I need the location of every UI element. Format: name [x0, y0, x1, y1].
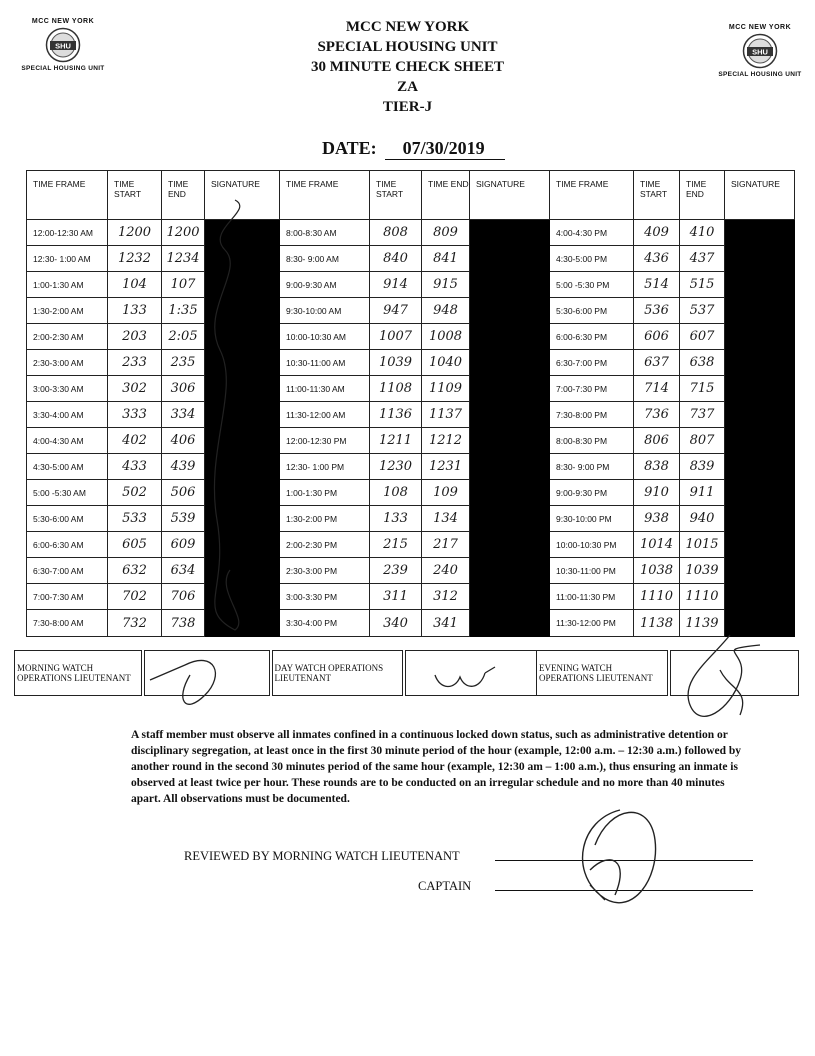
- time-end-cell: 341: [422, 610, 470, 637]
- time-frame-cell: 9:00-9:30 AM: [280, 272, 370, 298]
- redacted-signature-cell: [725, 558, 795, 584]
- time-end-cell: 1039: [680, 558, 725, 584]
- time-start-cell: 947: [370, 298, 422, 324]
- time-frame-cell: 7:30-8:00 AM: [27, 610, 108, 637]
- time-frame-cell: 1:00-1:30 PM: [280, 480, 370, 506]
- time-end-cell: 1200: [162, 220, 205, 246]
- time-end-cell: 1231: [422, 454, 470, 480]
- date-value: 07/30/2019: [385, 138, 505, 160]
- time-end-cell: 439: [162, 454, 205, 480]
- time-start-cell: 637: [634, 350, 680, 376]
- time-frame-cell: 12:30- 1:00 AM: [27, 246, 108, 272]
- time-start-cell: 1200: [108, 220, 162, 246]
- col-time-start: TIME START: [634, 171, 680, 220]
- table-row: [27, 246, 795, 272]
- header-line-4: ZA: [397, 79, 418, 95]
- time-end-cell: 1234: [162, 246, 205, 272]
- time-end-cell: 306: [162, 376, 205, 402]
- time-start-cell: 605: [108, 532, 162, 558]
- time-frame-cell: 11:30-12:00 PM: [550, 610, 634, 637]
- header-line-3: 30 MINUTE CHECK SHEET: [311, 59, 504, 75]
- redacted-signature-cell: [470, 272, 550, 298]
- time-frame-cell: 8:00-8:30 AM: [280, 220, 370, 246]
- header-line-1: MCC NEW YORK: [345, 19, 470, 35]
- redacted-signature-cell: [470, 610, 550, 637]
- time-start-cell: 502: [108, 480, 162, 506]
- captain-label: CAPTAIN: [418, 879, 472, 893]
- redacted-signature-cell: [470, 376, 550, 402]
- col-signature: SIGNATURE: [470, 171, 550, 220]
- redacted-signature-cell: [725, 376, 795, 402]
- time-start-cell: 302: [108, 376, 162, 402]
- time-start-cell: 436: [634, 246, 680, 272]
- time-start-cell: 433: [108, 454, 162, 480]
- handwritten-signature-captain: [560, 800, 670, 910]
- col-time-end: TIME END: [680, 171, 725, 220]
- table-row: [27, 350, 795, 376]
- time-frame-cell: 4:00-4:30 PM: [550, 220, 634, 246]
- time-start-cell: 203: [108, 324, 162, 350]
- time-end-cell: 911: [680, 480, 725, 506]
- time-start-cell: 736: [634, 402, 680, 428]
- time-start-cell: 233: [108, 350, 162, 376]
- time-frame-cell: 11:30-12:00 AM: [280, 402, 370, 428]
- time-end-cell: 915: [422, 272, 470, 298]
- date-field: [322, 138, 505, 160]
- time-start-cell: 1110: [634, 584, 680, 610]
- time-frame-cell: 2:00-2:30 AM: [27, 324, 108, 350]
- time-end-cell: 1137: [422, 402, 470, 428]
- time-frame-cell: 2:00-2:30 PM: [280, 532, 370, 558]
- time-end-cell: 235: [162, 350, 205, 376]
- table-row: [27, 402, 795, 428]
- table-row: [27, 480, 795, 506]
- time-end-cell: 217: [422, 532, 470, 558]
- redacted-signature-cell: [725, 272, 795, 298]
- time-end-cell: 738: [162, 610, 205, 637]
- redacted-signature-cell: [470, 584, 550, 610]
- time-frame-cell: 12:00-12:30 AM: [27, 220, 108, 246]
- time-frame-cell: 5:00 -5:30 PM: [550, 272, 634, 298]
- morning-watch-label: MORNING WATCH OPERATIONS LIEUTENANT: [15, 651, 143, 696]
- time-start-cell: 1014: [634, 532, 680, 558]
- time-end-cell: 240: [422, 558, 470, 584]
- logo-bottom-text: SPECIAL HOUSING UNIT: [21, 65, 105, 72]
- time-start-cell: 914: [370, 272, 422, 298]
- time-frame-cell: 8:30- 9:00 AM: [280, 246, 370, 272]
- time-frame-cell: 10:00-10:30 AM: [280, 324, 370, 350]
- review-label: REVIEWED BY MORNING WATCH LIEUTENANT: [184, 849, 460, 863]
- time-start-cell: 1230: [370, 454, 422, 480]
- table-row: [27, 454, 795, 480]
- time-frame-cell: 6:00-6:30 PM: [550, 324, 634, 350]
- time-end-cell: 515: [680, 272, 725, 298]
- redacted-signature-cell: [470, 506, 550, 532]
- redacted-signature-cell: [470, 220, 550, 246]
- logo-top-text: MCC NEW YORK: [31, 18, 95, 25]
- time-start-cell: 311: [370, 584, 422, 610]
- time-start-cell: 409: [634, 220, 680, 246]
- handwritten-signature-morning-lt: [145, 645, 235, 705]
- table-row: [27, 584, 795, 610]
- col-time-start: TIME START: [108, 171, 162, 220]
- time-start-cell: 133: [108, 298, 162, 324]
- svg-text:SHU: SHU: [752, 47, 768, 57]
- redacted-signature-cell: [470, 532, 550, 558]
- table-row: [27, 272, 795, 298]
- time-start-cell: 840: [370, 246, 422, 272]
- time-frame-cell: 5:30-6:00 AM: [27, 506, 108, 532]
- redacted-signature-cell: [470, 402, 550, 428]
- time-start-cell: 340: [370, 610, 422, 637]
- handwritten-signature-day-lt: [430, 655, 500, 695]
- evening-watch-label: EVENING WATCH OPERATIONS LIEUTENANT: [537, 651, 669, 696]
- time-frame-cell: 12:00-12:30 PM: [280, 428, 370, 454]
- redacted-signature-cell: [725, 454, 795, 480]
- col-time-end: TIME END: [422, 171, 470, 220]
- time-end-cell: 410: [680, 220, 725, 246]
- time-end-cell: 737: [680, 402, 725, 428]
- time-start-cell: 1108: [370, 376, 422, 402]
- time-frame-cell: 7:00-7:30 PM: [550, 376, 634, 402]
- redacted-signature-cell: [470, 558, 550, 584]
- time-end-cell: 1139: [680, 610, 725, 637]
- table-row: [27, 506, 795, 532]
- time-frame-cell: 9:30-10:00 PM: [550, 506, 634, 532]
- time-start-cell: 938: [634, 506, 680, 532]
- handwritten-signature-morning-column: [195, 190, 255, 650]
- time-start-cell: 239: [370, 558, 422, 584]
- time-start-cell: 606: [634, 324, 680, 350]
- time-end-cell: 334: [162, 402, 205, 428]
- logo-top-text: MCC NEW YORK: [728, 24, 792, 31]
- time-frame-cell: 9:30-10:00 AM: [280, 298, 370, 324]
- time-start-cell: 1138: [634, 610, 680, 637]
- time-start-cell: 1039: [370, 350, 422, 376]
- time-start-cell: 702: [108, 584, 162, 610]
- time-start-cell: 133: [370, 506, 422, 532]
- redacted-signature-cell: [470, 480, 550, 506]
- table-row: [27, 532, 795, 558]
- time-start-cell: 1211: [370, 428, 422, 454]
- time-end-cell: 609: [162, 532, 205, 558]
- time-end-cell: 537: [680, 298, 725, 324]
- redacted-signature-cell: [470, 246, 550, 272]
- redacted-signature-cell: [725, 506, 795, 532]
- time-start-cell: 1038: [634, 558, 680, 584]
- redacted-signature-cell: [725, 480, 795, 506]
- time-end-cell: 109: [422, 480, 470, 506]
- time-frame-cell: 3:00-3:30 PM: [280, 584, 370, 610]
- redacted-signature-cell: [470, 324, 550, 350]
- document-header: [0, 17, 815, 117]
- svg-text:SHU: SHU: [55, 41, 71, 51]
- check-log-table: [26, 170, 795, 637]
- time-end-cell: 1110: [680, 584, 725, 610]
- col-time-start: TIME START: [370, 171, 422, 220]
- table-row: [27, 220, 795, 246]
- time-start-cell: 714: [634, 376, 680, 402]
- time-start-cell: 632: [108, 558, 162, 584]
- col-time-frame-1: TIME FRAME: [27, 171, 108, 220]
- policy-paragraph: A staff member must observe all inmates confined in a continuous locked down status, such as administrative detention or disciplinary segregation, at least once in the first 30 minute period of the hour (example, 12:00 a.m. – 12:30 a.m.) followed by another round in the second 30 minutes period of the same hour (example, 12:30 am – 1:00 a.m.), thus ensuring an inmate is observed at least twice per hour. These rounds are to be conducted on an irregular schedule and no more than 40 minutes apart. All observations must be documented.: [131, 729, 741, 805]
- time-end-cell: 715: [680, 376, 725, 402]
- time-start-cell: 215: [370, 532, 422, 558]
- time-frame-cell: 1:30-2:00 AM: [27, 298, 108, 324]
- time-end-cell: 1109: [422, 376, 470, 402]
- time-end-cell: 1008: [422, 324, 470, 350]
- col-time-frame: TIME FRAME: [280, 171, 370, 220]
- time-frame-cell: 2:30-3:00 PM: [280, 558, 370, 584]
- time-frame-cell: 11:00-11:30 AM: [280, 376, 370, 402]
- time-frame-cell: 3:30-4:00 PM: [280, 610, 370, 637]
- time-frame-cell: 5:00 -5:30 AM: [27, 480, 108, 506]
- time-start-cell: 333: [108, 402, 162, 428]
- col-time-frame: TIME FRAME: [550, 171, 634, 220]
- time-frame-cell: 4:30-5:00 AM: [27, 454, 108, 480]
- time-end-cell: 134: [422, 506, 470, 532]
- time-frame-cell: 3:00-3:30 AM: [27, 376, 108, 402]
- time-end-cell: 634: [162, 558, 205, 584]
- redacted-signature-cell: [725, 298, 795, 324]
- time-end-cell: 2:05: [162, 324, 205, 350]
- table-row: [27, 376, 795, 402]
- col-signature: SIGNATURE: [205, 171, 280, 220]
- time-frame-cell: 4:30-5:00 PM: [550, 246, 634, 272]
- time-frame-cell: 5:30-6:00 PM: [550, 298, 634, 324]
- col-time-end: TIME END: [162, 171, 205, 220]
- time-frame-cell: 6:30-7:00 PM: [550, 350, 634, 376]
- time-end-cell: 506: [162, 480, 205, 506]
- time-end-cell: 839: [680, 454, 725, 480]
- handwritten-signature-evening-lt: [670, 630, 770, 720]
- redacted-signature-cell: [470, 454, 550, 480]
- time-end-cell: 809: [422, 220, 470, 246]
- table-row: [27, 324, 795, 350]
- time-end-cell: 841: [422, 246, 470, 272]
- time-start-cell: 1232: [108, 246, 162, 272]
- redacted-signature-cell: [725, 324, 795, 350]
- day-watch-label: DAY WATCH OPERATIONS LIEUTENANT: [271, 651, 404, 696]
- time-end-cell: 706: [162, 584, 205, 610]
- time-start-cell: 533: [108, 506, 162, 532]
- time-start-cell: 514: [634, 272, 680, 298]
- redacted-signature-cell: [470, 298, 550, 324]
- time-frame-cell: 4:00-4:30 AM: [27, 428, 108, 454]
- time-start-cell: 806: [634, 428, 680, 454]
- time-frame-cell: 8:30- 9:00 PM: [550, 454, 634, 480]
- redacted-signature-cell: [470, 350, 550, 376]
- time-end-cell: 948: [422, 298, 470, 324]
- time-frame-cell: 2:30-3:00 AM: [27, 350, 108, 376]
- table-row: [27, 428, 795, 454]
- table-row: [27, 558, 795, 584]
- time-end-cell: 1040: [422, 350, 470, 376]
- time-start-cell: 732: [108, 610, 162, 637]
- redacted-signature-cell: [725, 220, 795, 246]
- time-start-cell: 402: [108, 428, 162, 454]
- time-frame-cell: 10:00-10:30 PM: [550, 532, 634, 558]
- time-end-cell: 807: [680, 428, 725, 454]
- redacted-signature-cell: [725, 350, 795, 376]
- col-signature: SIGNATURE: [725, 171, 795, 220]
- header-line-2: SPECIAL HOUSING UNIT: [317, 39, 498, 55]
- time-start-cell: 104: [108, 272, 162, 298]
- time-end-cell: 107: [162, 272, 205, 298]
- time-frame-cell: 1:30-2:00 PM: [280, 506, 370, 532]
- redacted-signature-cell: [725, 246, 795, 272]
- time-end-cell: 406: [162, 428, 205, 454]
- date-label: DATE:: [322, 138, 377, 158]
- redacted-signature-cell: [725, 532, 795, 558]
- time-frame-cell: 10:30-11:00 PM: [550, 558, 634, 584]
- time-end-cell: 607: [680, 324, 725, 350]
- redacted-signature-cell: [470, 428, 550, 454]
- header-line-5: TIER-J: [382, 99, 433, 115]
- redacted-signature-cell: [725, 402, 795, 428]
- table-header-row: [27, 171, 795, 220]
- time-end-cell: 940: [680, 506, 725, 532]
- time-end-cell: 1:35: [162, 298, 205, 324]
- time-end-cell: 312: [422, 584, 470, 610]
- time-frame-cell: 7:00-7:30 AM: [27, 584, 108, 610]
- redacted-signature-cell: [725, 428, 795, 454]
- time-start-cell: 1007: [370, 324, 422, 350]
- time-frame-cell: 8:00-8:30 PM: [550, 428, 634, 454]
- time-frame-cell: 6:30-7:00 AM: [27, 558, 108, 584]
- time-end-cell: 1015: [680, 532, 725, 558]
- time-end-cell: 539: [162, 506, 205, 532]
- time-frame-cell: 6:00-6:30 AM: [27, 532, 108, 558]
- table-row: [27, 298, 795, 324]
- time-start-cell: 1136: [370, 402, 422, 428]
- time-frame-cell: 9:00-9:30 PM: [550, 480, 634, 506]
- time-end-cell: 437: [680, 246, 725, 272]
- time-end-cell: 1212: [422, 428, 470, 454]
- time-frame-cell: 12:30- 1:00 PM: [280, 454, 370, 480]
- time-start-cell: 108: [370, 480, 422, 506]
- time-frame-cell: 3:30-4:00 AM: [27, 402, 108, 428]
- time-start-cell: 910: [634, 480, 680, 506]
- time-start-cell: 838: [634, 454, 680, 480]
- redacted-signature-cell: [725, 584, 795, 610]
- time-frame-cell: 10:30-11:00 AM: [280, 350, 370, 376]
- time-frame-cell: 11:00-11:30 PM: [550, 584, 634, 610]
- time-frame-cell: 1:00-1:30 AM: [27, 272, 108, 298]
- time-end-cell: 638: [680, 350, 725, 376]
- time-start-cell: 808: [370, 220, 422, 246]
- time-frame-cell: 7:30-8:00 PM: [550, 402, 634, 428]
- time-start-cell: 536: [634, 298, 680, 324]
- logo-bottom-text: SPECIAL HOUSING UNIT: [718, 71, 802, 78]
